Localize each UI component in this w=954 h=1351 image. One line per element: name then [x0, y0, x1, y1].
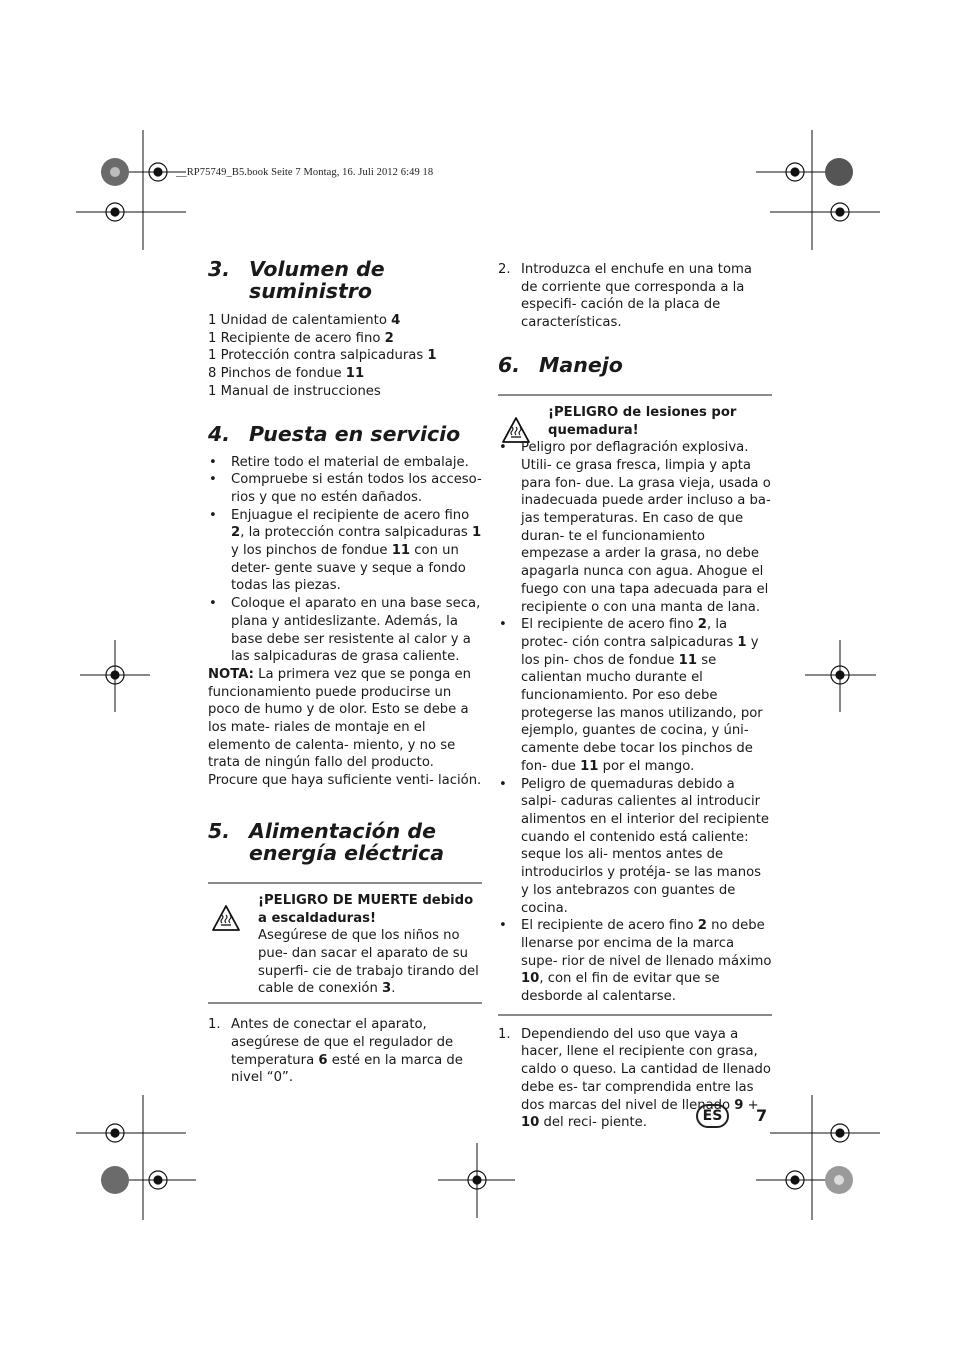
divider: [498, 1006, 772, 1016]
warning-title: ¡PELIGRO de lesiones por quemadura!: [548, 404, 737, 438]
list-item: • Peligro de quemaduras debido a salpi- caduras calientes al introducir alimentos en el interior del recipiente cuando el contenido está caliente: seque los ali- mentos antes de introducirlos y protéja- se las manos y los antebrazos con guantes de cocina.: [498, 776, 772, 918]
warning-box-burn: [498, 394, 772, 439]
section-3-heading: 3. Volumen de suministro: [208, 257, 385, 303]
hot-surface-warning-icon: [211, 904, 241, 932]
page-number: 7: [756, 1106, 768, 1125]
list-item: • Coloque el aparato en una base seca, plana y antideslizante. Además, la base debe ser resistente al calor y a las salpicaduras de grasa caliente.: [208, 595, 482, 666]
supply-item: 1 Unidad de calentamiento 4: [208, 313, 401, 328]
section-4-heading: 4. Puesta en servicio: [208, 421, 461, 446]
list-item: • Compruebe si están todos los acceso- rios y que no estén dañados.: [208, 471, 482, 506]
file-info-header: __RP75749_B5.book Seite 7 Montag, 16. Juli 2012 6:49 18: [176, 167, 434, 178]
supply-item: 8 Pinchos de fondue 11: [208, 366, 365, 382]
handling-bullets: [498, 439, 772, 1006]
connect-steps-continued: [498, 261, 772, 332]
connect-steps: [208, 1016, 482, 1087]
left-column: [208, 258, 482, 1087]
supply-item: 1 Protección contra salpicaduras 1: [208, 348, 437, 364]
list-item: • Retire todo el material de embalaje.: [208, 454, 482, 472]
supply-item: 1 Recipiente de acero fino 2: [208, 330, 394, 346]
list-item: 1. Dependiendo del uso que vaya a hacer, llene el recipiente con grasa, caldo o queso. La cantidad de llenado debe es- tar comprendida entre las dos marcas del nivel de llenado 9 + 10 del reci- piente.: [498, 1026, 771, 1131]
setup-bullets: [208, 454, 482, 666]
note-paragraph: NOTA: La primera vez que se ponga en funcionamiento puede producirse un poco de humo y de olor. Esto se debe a los mate- riales de montaje en el elemento de calenta- miento, y no se trata de ningún fallo del producto. Procure que haya suficiente venti- lación.: [208, 666, 482, 789]
supply-item: 1 Manual de instrucciones: [208, 383, 381, 399]
list-item: • El recipiente de acero fino 2 no debe llenarse por encima de la marca supe- rior de nivel de llenado máximo 10, con el fin de evitar que se desborde al calentarse.: [498, 917, 772, 1006]
list-item: • Peligro por deflagración explosiva. Utili- ce grasa fresca, limpia y apta para fon- due. La grasa vieja, usada o inadecuada puede arder incluso a ba- jas temperaturas. En caso de que duran- te el funcionamiento empezase a arder la grasa, no debe apagarla nunca con agua. Ahogue el fuego con una tapa adecuada para el recipiente o con una manta de lana.: [498, 439, 772, 616]
supply-list: [208, 312, 482, 401]
list-item: • Enjuague el recipiente de acero fino 2, la protección contra salpicaduras 1 y los pinchos de fondue 11 con un deter- gente suave y seque a fondo todas las piezas.: [208, 507, 482, 596]
warning-text: Asegúrese de que los niños no pue- dan sacar el aparato de su superfi- cie de trabajo tirando del cable de conexión 3.: [258, 928, 479, 997]
list-item: 2. Introduzca el enchufe en una toma de corriente que corresponda a la especifi- cación de la placa de características.: [498, 262, 752, 331]
section-5-heading: 5. Alimentación de energía eléctrica: [208, 818, 445, 865]
list-item: • El recipiente de acero fino 2, la protec- ción contra salpicaduras 1 y los pin- chos de fondue 11 se calientan mucho durante el funcionamiento. Por eso debe protegerse las manos utilizando, por ejemplo, guantes de cocina, y úni- camente debe tocar los pinchos de fon- due 11 por el mango.: [498, 616, 772, 775]
warning-title: ¡PELIGRO DE MUERTE debido a escaldaduras!: [258, 892, 474, 926]
language-badge: ES: [696, 1104, 729, 1128]
warning-box: [208, 882, 482, 1004]
list-item: 1. Antes de conectar el aparato, asegúrese de que el regulador de temperatura 6 esté en la marca de nivel “0”.: [208, 1017, 463, 1086]
right-column: [498, 261, 772, 1132]
handling-steps: [498, 1026, 772, 1132]
section-6-heading: 6. Manejo: [498, 352, 623, 377]
